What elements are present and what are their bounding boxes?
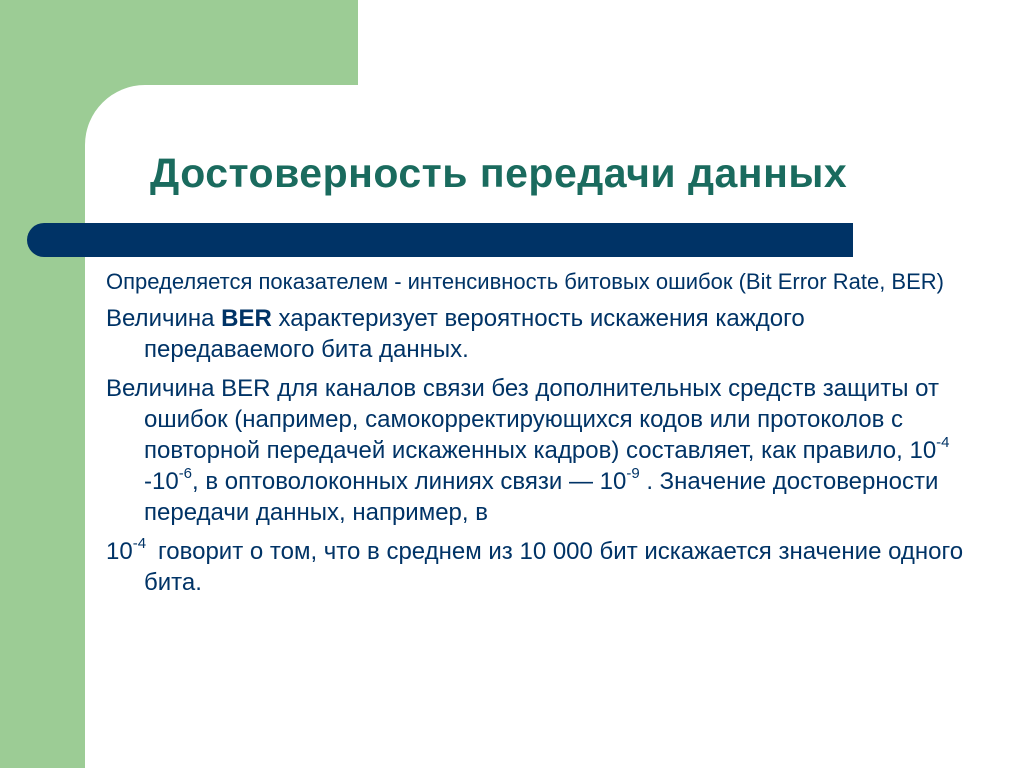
title-underline-bar: [27, 223, 853, 257]
ber-values-text-1: Величина BER для каналов связи без дополнительных средств защиты от ошибок (например, самокорректирующихся кодов или протоколов с повторной передачей искаженных кадров) составляет, как правило, 10: [106, 375, 939, 464]
ber-values-text-4: . Значение достоверности передачи данных, например, в: [144, 468, 939, 526]
ber-exponent-1: -4: [936, 434, 950, 451]
ber-values-text-3: , в оптоволоконных линиях связи — 10: [192, 468, 627, 495]
example-exponent: -4: [132, 535, 147, 552]
ber-exponent-3: -9: [626, 465, 640, 482]
slide-title: Достоверность передачи данных: [150, 150, 848, 196]
ber-exponent-2: -6: [178, 465, 193, 482]
ber-meaning-suffix: характеризует вероятность искажения каждого передаваемого бита данных.: [144, 305, 805, 363]
paragraph-ber-meaning: [106, 303, 966, 365]
paragraph-definition: [106, 268, 966, 295]
paragraph-definition-text: Определяется показателем - интенсивность битовых ошибок (Bit Error Rate, BER): [106, 269, 944, 294]
slide-body: [106, 268, 966, 603]
ber-meaning-prefix: Величина: [106, 305, 222, 332]
ber-term: BER: [221, 305, 272, 332]
paragraph-ber-values: [106, 373, 966, 528]
example-base: 10: [106, 538, 133, 565]
example-text: говорит о том, что в среднем из 10 000 бит искажается значение одного бита.: [144, 538, 964, 596]
paragraph-ber-example: [106, 536, 966, 598]
ber-values-text-2: -10: [144, 468, 179, 495]
